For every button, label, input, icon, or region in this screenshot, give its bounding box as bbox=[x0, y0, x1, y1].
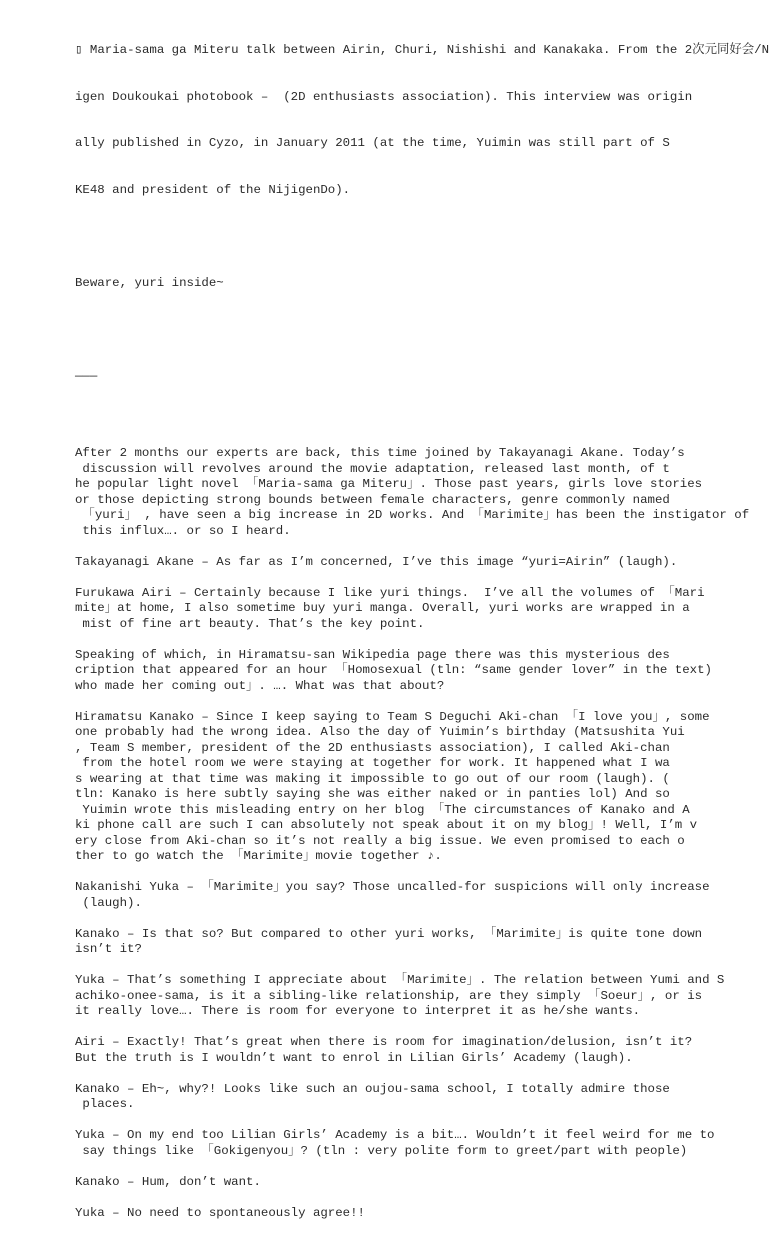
text-line: ther to go watch the 「Marimite」movie together ♪. bbox=[75, 849, 442, 863]
interview-paragraph bbox=[75, 880, 768, 911]
text-line: Yuimin wrote this misleading entry on her blog 「The circumstances of Kanako and A bbox=[75, 802, 690, 817]
text-line: who made her coming out」. …. What was that about? bbox=[75, 678, 445, 693]
text-line: But the truth is I wouldn’t want to enrol in Lilian Girls’ Academy (laugh). bbox=[75, 1050, 633, 1065]
interview-paragraph bbox=[75, 555, 768, 571]
text-line: s wearing at that time was making it impossible to go out of our room (laugh). ( bbox=[75, 771, 670, 786]
text-line: Kanako – Hum, don’t want. bbox=[75, 1174, 261, 1189]
warning-paragraph bbox=[75, 245, 768, 323]
text-line: ally published in Cyzo, in January 2011 (at the time, Yuimin was still part of S bbox=[75, 136, 670, 150]
text-line: , Team S member, president of the 2D enthusiasts association), I called Aki-chan bbox=[75, 740, 670, 755]
text-line: Furukawa Airi – Certainly because I like yuri things. I’ve all the volumes of 「Mari bbox=[75, 585, 705, 600]
interview-paragraph bbox=[75, 1175, 768, 1191]
text-line: ki phone call are such I can absolutely not speak about it on my blog」! Well, I’m v bbox=[75, 818, 698, 832]
interview-paragraph bbox=[75, 648, 768, 695]
text-line: places. bbox=[75, 1097, 135, 1111]
text-line: tln: Kanako is here subtly saying she was either naked or in panties lol) And so bbox=[75, 787, 670, 801]
text-line: he popular light novel 「Maria-sama ga Miteru」. Those past years, girls love stories bbox=[75, 477, 703, 491]
interview-paragraph bbox=[75, 973, 768, 1020]
text-line: Nakanishi Yuka – 「Marimite」you say? Those uncalled-for suspicions will only increase bbox=[75, 880, 710, 894]
interview-paragraph bbox=[75, 710, 768, 865]
text-line: from the hotel room we were staying at together for work. It happened what I wa bbox=[75, 756, 670, 770]
text-line: mist of fine art beauty. That’s the key point. bbox=[75, 616, 425, 631]
text-line: Airi – Exactly! That’s great when there is room for imagination/delusion, isn’t it? bbox=[75, 1035, 693, 1049]
text-line: KE48 and president of the NijigenDo). bbox=[75, 182, 351, 197]
text-line: say things like 「Gokigenyou」? (tln : very polite form to greet/part with people) bbox=[75, 1143, 688, 1158]
text-line: Takayanagi Akane – As far as I’m concerned, I’ve this image “yuri=Airin” (laugh). bbox=[75, 554, 678, 569]
text-line: Kanako – Eh~, why?! Looks like such an oujou-sama school, I totally admire those bbox=[75, 1081, 670, 1096]
text-line: this influx…. or so I heard. bbox=[75, 523, 291, 538]
interview-paragraph bbox=[75, 927, 768, 958]
text-line: Yuka – On my end too Lilian Girls’ Academy is a bit…. Wouldn’t it feel weird for me to bbox=[75, 1128, 715, 1142]
text-line: Hiramatsu Kanako – Since I keep saying to Team S Deguchi Aki-chan 「I love you」, some bbox=[75, 709, 710, 724]
text-line: 「yuri」 , have seen a big increase in 2D works. And 「Marimite」has been the instigator of bbox=[75, 508, 750, 522]
text-line: or those depicting strong bounds between female characters, genre commonly named bbox=[75, 492, 670, 507]
interview-paragraph bbox=[75, 1082, 768, 1113]
interview-paragraphs bbox=[75, 446, 768, 1221]
separator bbox=[75, 338, 768, 416]
text-line: (laugh). bbox=[75, 895, 142, 910]
text-line: Kanako – Is that so? But compared to other yuri works, 「Marimite」is quite tone down bbox=[75, 926, 703, 941]
text-line: achiko-onee-sama, is it a sibling-like relationship, are they simply 「Soeur」, or is bbox=[75, 988, 703, 1003]
text-line: cription that appeared for an hour 「Homosexual (tln: “same gender lover” in the text) bbox=[75, 663, 712, 677]
interview-paragraph bbox=[75, 1128, 768, 1159]
interview-paragraph bbox=[75, 446, 768, 539]
separator-text: ——— bbox=[75, 368, 98, 383]
text-line: Speaking of which, in Hiramatsu-san Wikipedia page there was this mysterious des bbox=[75, 647, 670, 662]
text-line: discussion will revolves around the movie adaptation, released last month, of t bbox=[75, 461, 670, 476]
interview-paragraph bbox=[75, 1206, 768, 1222]
text-line: mite」at home, I also sometime buy yuri manga. Overall, yuri works are wrapped in a bbox=[75, 601, 690, 615]
text-line: After 2 months our experts are back, this time joined by Takayanagi Akane. Today’s bbox=[75, 446, 685, 460]
text-line: ery close from Aki-chan so it’s not really a big issue. We even promised to each o bbox=[75, 833, 685, 848]
text-line: Yuka – That’s something I appreciate about 「Marimite」. The relation between Yumi and S bbox=[75, 973, 725, 987]
text-line: one probably had the wrong idea. Also the day of Yuimin’s birthday (Matsushita Yui bbox=[75, 725, 685, 739]
text-line: it really love…. There is room for everyone to interpret it as he/she wants. bbox=[75, 1004, 641, 1018]
intro-paragraph bbox=[75, 12, 768, 229]
text-line: isn’t it? bbox=[75, 942, 142, 956]
interview-paragraph bbox=[75, 1035, 768, 1066]
text-line: Yuka – No need to spontaneously agree!! bbox=[75, 1205, 365, 1220]
document-body bbox=[75, 12, 768, 1237]
warning-text: Beware, yuri inside~ bbox=[75, 275, 224, 290]
interview-paragraph bbox=[75, 586, 768, 633]
text-line: ▯ Maria-sama ga Miteru talk between Airin, Churi, Nishishi and Kanakaka. From the 2次元同好会/N bbox=[75, 43, 769, 57]
text-line: igen Doukoukai photobook – (2D enthusiasts association). This interview was origin bbox=[75, 89, 693, 104]
